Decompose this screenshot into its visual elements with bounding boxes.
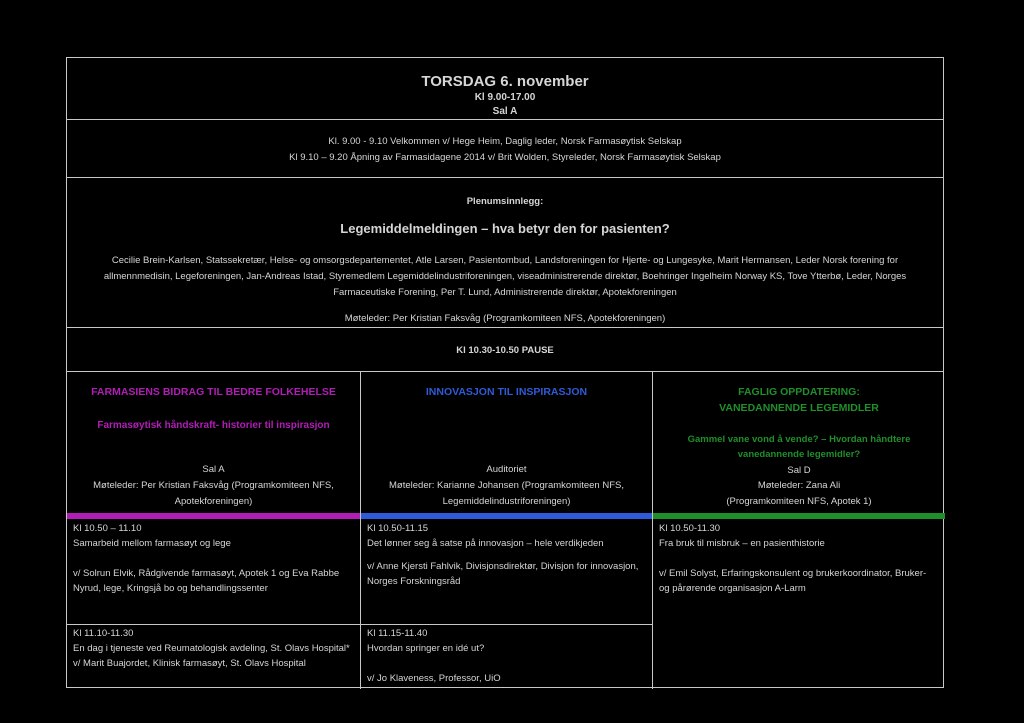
plenary-moderator: Møteleder: Per Kristian Faksvåg (Programkomiteen NFS, Apotekforeningen) bbox=[344, 313, 666, 324]
track-title: FAGLIG OPPDATERING: bbox=[738, 386, 860, 398]
track-room: Sal D bbox=[787, 465, 811, 476]
track-moderator-2: (Programkomiteen NFS, Apotek 1) bbox=[726, 496, 872, 507]
track-room: Sal A bbox=[202, 464, 225, 475]
day-title: TORSDAG 6. november bbox=[421, 73, 589, 90]
track-color-bar bbox=[361, 513, 652, 519]
slot-speaker: v/ Anne Kjersti Fahlvik, Divisjonsdirektør, Divisjon for innovasjon, Norges Forskningsråd bbox=[367, 561, 639, 587]
slot bbox=[67, 521, 360, 625]
break-text: Kl 10.30-10.50 PAUSE bbox=[456, 345, 554, 356]
plenary-label: Plenumsinnlegg: bbox=[466, 196, 544, 207]
slot bbox=[361, 521, 652, 625]
slot-title: Samarbeid mellom farmasøyt og lege bbox=[73, 538, 231, 549]
slot-title: Det lønner seg å satse på innovasjon – hele verdikjeden bbox=[367, 538, 604, 549]
slot bbox=[361, 626, 652, 688]
parallel-tracks bbox=[67, 372, 943, 689]
slot-time: Kl 11.10-11.30 bbox=[73, 628, 134, 639]
slot bbox=[653, 521, 945, 641]
track-innovasjon bbox=[360, 372, 652, 689]
slot-time: Kl 10.50-11.15 bbox=[367, 523, 429, 534]
track-moderator: Møteleder: Karianne Johansen (Programkomiteen NFS, Legemiddelindustriforeningen) bbox=[389, 480, 624, 507]
slot-title: En dag i tjeneste ved Reumatologisk avdeling, St. Olavs Hospital* bbox=[73, 643, 350, 654]
opening-line-1: Kl. 9.00 - 9.10 Velkommen v/ Hege Heim, Daglig leder, Norsk Farmasøytisk Selskap bbox=[328, 136, 682, 147]
track-title-2: VANEDANNENDE LEGEMIDLER bbox=[719, 402, 879, 414]
slot-time: Kl 10.50-11.30 bbox=[659, 523, 721, 534]
slot-time: Kl 11.15-11.40 bbox=[367, 628, 428, 639]
track-subtitle: Farmasøytisk håndskraft- historier til inspirasjon bbox=[97, 420, 330, 431]
day-room: Sal A bbox=[492, 106, 518, 117]
track-color-bar bbox=[653, 513, 945, 519]
slot-time: Kl 10.50 – 11.10 bbox=[73, 523, 142, 534]
slot-title: Hvordan springer en idé ut? bbox=[367, 643, 485, 654]
plenary-speakers: Cecilie Brein-Karlsen, Statssekretær, Helse- og omsorgsdepartementet, Atle Larsen, Pasientombud, Landsforeningen for Hjerte- og Lungesyke, Marit Hermansen, Leder Norsk forening for allmennmedisin, Legeforeningen, Jan-Andreas Istad, Styremedlem Legemiddelindustriforeningen, viseadministrerende direktør, Boehringer Ingelheim Norway KS, Tove Ytterbø, Leder, Norges Farmaceutiske Forening, Per T. Lund, Administrerende direktør, Apotekforeningen bbox=[103, 255, 907, 298]
slot-speaker: v/ Jo Klaveness, Professor, UiO bbox=[367, 673, 501, 684]
program-frame bbox=[66, 57, 944, 688]
track-room: Auditoriet bbox=[486, 464, 527, 475]
slot-speaker: v/ Marit Buajordet, Klinisk farmasøyt, St. Olavs Hospital bbox=[73, 658, 306, 669]
plenary-title: Legemiddelmeldingen – hva betyr den for pasienten? bbox=[340, 221, 670, 236]
track-color-bar bbox=[67, 513, 360, 519]
track-moderator: Møteleder: Zana Ali bbox=[757, 480, 841, 491]
slot bbox=[67, 626, 360, 688]
track-header bbox=[361, 372, 652, 514]
slot-title: Fra bruk til misbruk – en pasienthistorie bbox=[659, 538, 825, 549]
slot-speaker: v/ Solrun Elvik, Rådgivende farmasøyt, Apotek 1 og Eva Rabbe Nyrud, lege, Kringsjå bo og behandlingssenter bbox=[73, 568, 340, 594]
plenary-section bbox=[67, 178, 943, 328]
track-folkehelse bbox=[67, 372, 360, 689]
slot-speaker: v/ Emil Solyst, Erfaringskonsulent og brukerkoordinator, Bruker- og pårørende organisasjon A-Larm bbox=[659, 568, 927, 594]
opening-line-2: Kl 9.10 – 9.20 Åpning av Farmasidagene 2014 v/ Brit Wolden, Styreleder, Norsk Farmasøytisk Selskap bbox=[289, 152, 721, 163]
day-header bbox=[67, 58, 943, 120]
break-section bbox=[67, 328, 943, 372]
track-title: INNOVASJON TIL INSPIRASJON bbox=[425, 386, 588, 398]
opening-section bbox=[67, 120, 943, 178]
track-title: FARMASIENS BIDRAG TIL BEDRE FOLKEHELSE bbox=[91, 386, 336, 398]
track-subtitle: Gammel vane vond å vende? – Hvordan håndtere vanedannende legemidler? bbox=[687, 434, 911, 460]
track-header bbox=[653, 372, 945, 514]
track-vanedannende bbox=[652, 372, 945, 689]
track-moderator: Møteleder: Per Kristian Faksvåg (Programkomiteen NFS, Apotekforeningen) bbox=[93, 480, 334, 507]
day-time: Kl 9.00-17.00 bbox=[474, 92, 536, 103]
track-header bbox=[67, 372, 360, 514]
